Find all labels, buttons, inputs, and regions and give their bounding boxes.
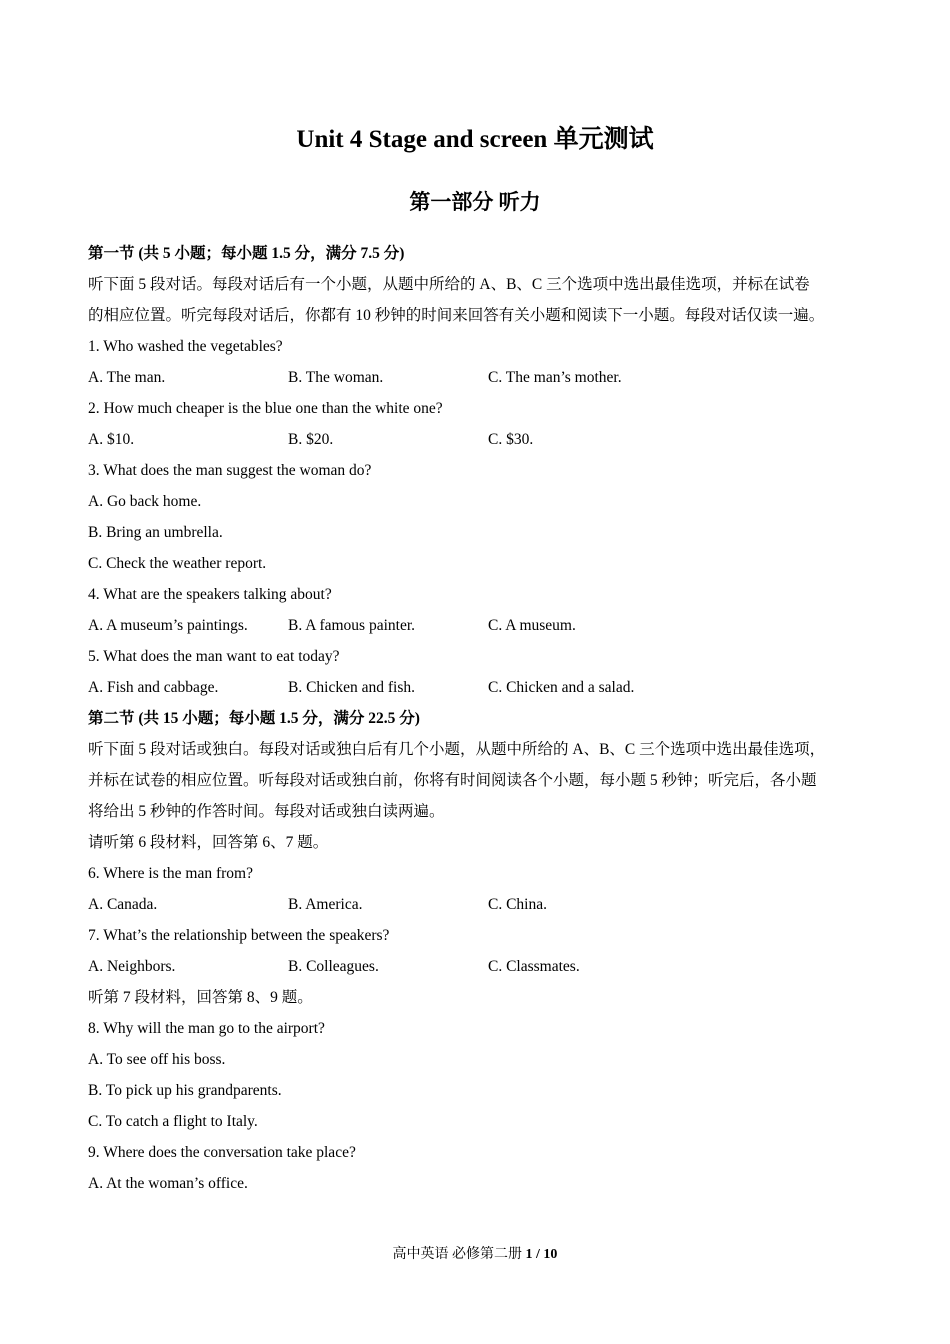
option-a: A. $10. — [88, 431, 135, 448]
option-c: C. $30. — [488, 431, 534, 448]
option-a: A. Go back home. — [88, 493, 202, 510]
option-c: C. A museum. — [488, 617, 576, 634]
option-a: A. At the woman’s office. — [88, 1175, 248, 1192]
question-7: 7. What’s the relationship between the speakers? — [88, 927, 390, 944]
option-c: C. Check the weather report. — [88, 555, 267, 572]
question-6-options — [88, 889, 868, 920]
question-7-options — [88, 951, 868, 982]
question-3: 3. What does the man suggest the woman do? — [88, 462, 372, 479]
question-1: 1. Who washed the vegetables? — [88, 338, 283, 355]
section2-heading: 第二节 (共 15 小题；每小题 1.5 分，满分 22.5 分) — [88, 710, 420, 727]
section2-instructions-3: 将给出 5 秒钟的作答时间。每段对话或独白读两遍。 — [88, 803, 445, 820]
question-2-options — [88, 424, 868, 455]
section1-heading: 第一节 (共 5 小题；每小题 1.5 分，满分 7.5 分) — [88, 245, 405, 262]
section2-instructions-2: 并标在试卷的相应位置。听每段对话或独白前，你将有时间阅读各个小题，每小题 5 秒钟；听完后，各小题 — [88, 772, 817, 789]
option-c: C. Classmates. — [488, 958, 580, 975]
content — [88, 238, 868, 1199]
option-a: A. To see off his boss. — [88, 1051, 226, 1068]
section1-instructions-1: 听下面 5 段对话。每段对话后有一个小题，从题中所给的 A、B、C 三个选项中选出最佳选项，并标在试卷 — [88, 276, 810, 293]
option-a: A. Fish and cabbage. — [88, 679, 219, 696]
part-heading: 第一部分 听力 — [409, 190, 541, 214]
document-title: Unit 4 Stage and screen 单元测试 — [296, 126, 654, 153]
option-b: B. Colleagues. — [288, 958, 379, 975]
segment-6-note: 请听第 6 段材料，回答第 6、7 题。 — [88, 834, 329, 851]
question-2: 2. How much cheaper is the blue one than the white one? — [88, 400, 443, 417]
section2-instructions-1: 听下面 5 段对话或独白。每段对话或独白后有几个小题，从题中所给的 A、B、C 三个选项中选出最佳选项， — [88, 741, 826, 758]
question-4-options — [88, 610, 868, 641]
option-b: B. Chicken and fish. — [288, 679, 415, 696]
question-5-options — [88, 672, 868, 703]
section1-instructions-2: 的相应位置。听完每段对话后，你都有 10 秒钟的时间来回答有关小题和阅读下一小题。每段对话仅读一遍。 — [88, 307, 825, 324]
option-b: B. To pick up his grandparents. — [88, 1082, 282, 1099]
question-1-options — [88, 362, 868, 393]
option-c: C. Chicken and a salad. — [488, 679, 635, 696]
footer-page-number: 1 / 10 — [525, 1247, 558, 1262]
option-b: B. $20. — [288, 431, 334, 448]
question-4: 4. What are the speakers talking about? — [88, 586, 332, 603]
question-8: 8. Why will the man go to the airport? — [88, 1020, 325, 1037]
option-b: B. America. — [288, 896, 363, 913]
option-a: A. A museum’s paintings. — [88, 617, 248, 634]
option-a: A. Neighbors. — [88, 958, 176, 975]
question-9: 9. Where does the conversation take place? — [88, 1144, 356, 1161]
option-a: A. The man. — [88, 369, 166, 386]
option-c: C. To catch a flight to Italy. — [88, 1113, 258, 1130]
option-c: C. The man’s mother. — [488, 369, 622, 386]
option-b: B. The woman. — [288, 369, 384, 386]
option-a: A. Canada. — [88, 896, 158, 913]
option-b: B. A famous painter. — [288, 617, 416, 634]
footer-book: 高中英语 必修第二册 — [392, 1247, 523, 1262]
option-b: B. Bring an umbrella. — [88, 524, 223, 541]
segment-7-note: 听第 7 段材料，回答第 8、9 题。 — [88, 989, 313, 1006]
question-5: 5. What does the man want to eat today? — [88, 648, 340, 665]
question-6: 6. Where is the man from? — [88, 865, 253, 882]
page-footer — [0, 1244, 950, 1266]
option-c: C. China. — [488, 896, 547, 913]
